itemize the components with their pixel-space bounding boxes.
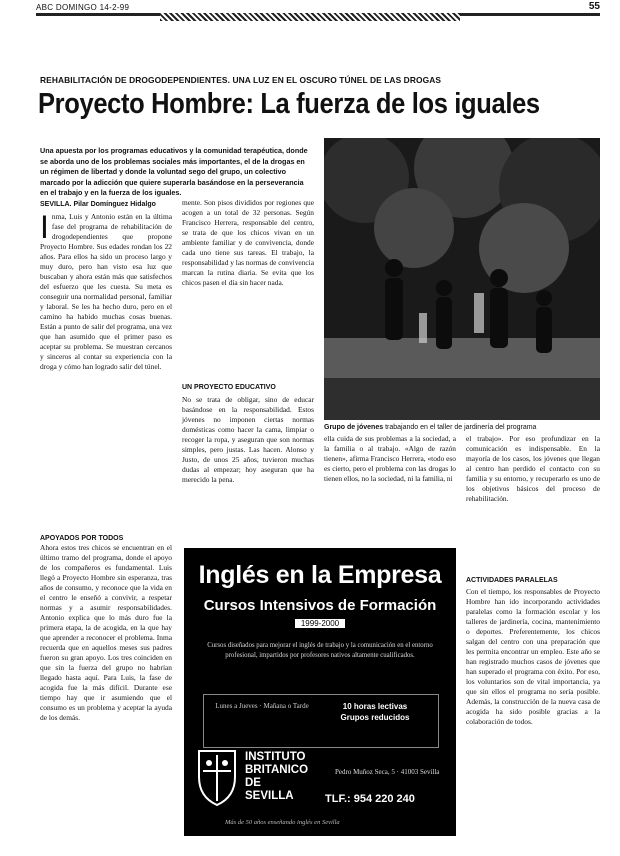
body-column-1b: Ahora estos tres chicos se encuentran en el último tramo del programa, donde el apoyo de los compañeros es fundamental. Luis llegó a Proyecto Hombre sin esperanza, tras años de consumo, y reconoce que la vida en el centro le enseñó a convivir, a respetar normas y a asumir responsabilidades. Antonio explica que lo más duro fue la primera etapa, la de acogida, en la que hay que aprender a reconocer el problema. Inma recuerda que en aquellos meses sus padres fueron su gran apoyo. Los tres coinciden en que sin la fuerza del grupo no habrían llegado hasta aquí. Para Luis, la fase de acogida fue la más difícil. Durante ese tiempo hay que ir asumiendo que el consumo es un problema y aceptar la ayuda de los demás. [40, 543, 172, 722]
ad-schedule-box [203, 694, 439, 748]
ad-feature-groups: Grupos reducidos [340, 713, 410, 722]
ad-description: Cursos diseñados para mejorar el inglés de trabajo y la comunicación en el entorno profesional, impartidos por profesores nativos altamente cualificados. [207, 642, 433, 659]
subheading-proyecto-educativo: UN PROYECTO EDUCATIVO [182, 384, 276, 391]
byline: SEVILLA. Pilar Domínguez Hidalgo [40, 201, 156, 208]
page-date: ABC DOMINGO 14-2-99 [36, 3, 130, 12]
body-column-2b: No se trata de obligar, sino de educar basándose en la responsabilidad. Estos jóvenes no imponen ciertas normas domésticas como hacer la cama, limpiar o recoger la ropa, y aseguran que son normas simples, pero justas. Las hacen. Alonso y Justo, de unos 25 años, tuvieron muchas dudas al empezar; hoy aseguran que ha merecido la pena. [182, 395, 314, 484]
institute-line-2: BRITANICO [245, 764, 309, 776]
body-column-2: mente. Son pisos divididos por regiones que acogen a un total de 32 personas. Según Francisco Herrera, responsable del centro, se trata de que los chicos vivan en un ambiente familiar y de convivencia, donde cada uno tiene sus tareas. El trabajo, la responsabilidad y las normas de convivencia marcan la rutina diaria. Se evita que los chicos pasen el día sin hacer nada. [182, 198, 314, 287]
ad-footer: Más de 50 años enseñando inglés en Sevilla [225, 819, 340, 826]
photo-caption [324, 424, 600, 431]
photo-illustration [324, 138, 600, 420]
body-text-1: nma, Luis y Antonio están en la última fase del programa de rehabilitación de drogodependientes que propone Proyecto Hombre. Sus edades rondan los 22 años. Para ellos ha sido un proceso largo y muy duro, pero han visto esa luz que buscaban y ahora están más que satisfechos del esfuerzo que les cuesta. Su meta es conseguir una normalidad personal, familiar y laboral. Se les ha hecho duro, pero en el camino ha habido muchas cosas buenas. Están a punto de salir del programa, una vez que han asumido que el primer paso es aceptar su problema. Se muestran cercanos y sinceros al contar su experiencia con la droga y cómo han logrado salir del túnel. [40, 212, 172, 371]
caption-lead: Grupo de jóvenes [324, 424, 384, 431]
advertisement [184, 548, 456, 836]
institute-line-1: INSTITUTO [245, 751, 306, 763]
ad-title: Inglés en la Empresa [198, 561, 442, 589]
ad-subtitle: Cursos Intensivos de Formación [203, 597, 437, 614]
institute-name [245, 751, 308, 803]
header-stripe [160, 13, 460, 21]
caption-text: trabajando en el taller de jardinería del programa [383, 424, 537, 431]
ad-year: 1999-2000 [295, 619, 345, 628]
institute-line-3: DE [245, 777, 261, 789]
body-column-4: el trabajo». Por eso profundizar en la comunicación es indispensable. En la mayoría de los casos, los jóvenes que llegan al centro han perdido el contacto con su familia y su entorno, y recuperarlo es uno de los objetivos básicos del proceso de rehabilitación. [466, 434, 600, 503]
drop-cap: I [40, 209, 49, 245]
ad-feature-hours: 10 horas lectivas [342, 702, 408, 711]
standfirst: Una apuesta por los programas educativos y la comunidad terapéutica, donde se aborda uno de los problemas sociales más importantes, el de la drogas en un régimen de libertad y donde la voluntad sego del grupo, un colectivo marcado por la adicción que quiere superarla basándose en la perseverancia en el trabajo y en la fuerza de los iguales. [40, 146, 308, 197]
body-column-3: ella cuida de sus problemas a la sociedad, a la familia o al trabajo. «Algo de razón tienen», afirma Francisco Herrera, «todo eso es cierto, pero el problema con las drogas lo tienen ellos, no la sociedad, ni la familia, ni [324, 434, 456, 483]
ad-phone: TLF.: 954 220 240 [325, 793, 415, 805]
subheading-apoyados: APOYADOS POR TODOS [40, 535, 124, 542]
headline: Proyecto Hombre: La fuerza de los iguales [38, 88, 540, 120]
crest-icon [195, 747, 239, 807]
institute-line-4: SEVILLA [245, 790, 294, 802]
page-number: 55 [588, 1, 600, 12]
section-kicker: REHABILITACIÓN DE DROGODEPENDIENTES. UNA LUZ EN EL OSCURO TÚNEL DE LAS DROGAS [40, 75, 442, 85]
subheading-actividades: ACTIVIDADES PARALELAS [466, 577, 558, 584]
article-photo [324, 138, 600, 420]
body-column-1 [40, 209, 172, 372]
ad-schedule: Lunes a Jueves · Mañana o Tarde [215, 702, 309, 710]
ad-features [320, 701, 430, 723]
body-column-4b: Con el tiempo, los responsables de Proyecto Hombre han ido incorporando actividades paralelas como la formación escolar y los talleres de jardinería, cocina, mantenimiento o deportes. Preferentemente, los chicos salgan del centro con una preparación que les permita encontrar un empleo. Este año se han registrado muchos casos de jóvenes que han superado el programa con éxito. Por eso, los voluntarios son de vital importancia, ya que sin ellos el programa no sería posible. Además, la construcción de la nueva casa de acogida ha sido posible gracias a la colaboración de todos. [466, 587, 600, 726]
ad-address: Pedro Muñoz Seca, 5 · 41003 Sevilla [335, 768, 440, 776]
